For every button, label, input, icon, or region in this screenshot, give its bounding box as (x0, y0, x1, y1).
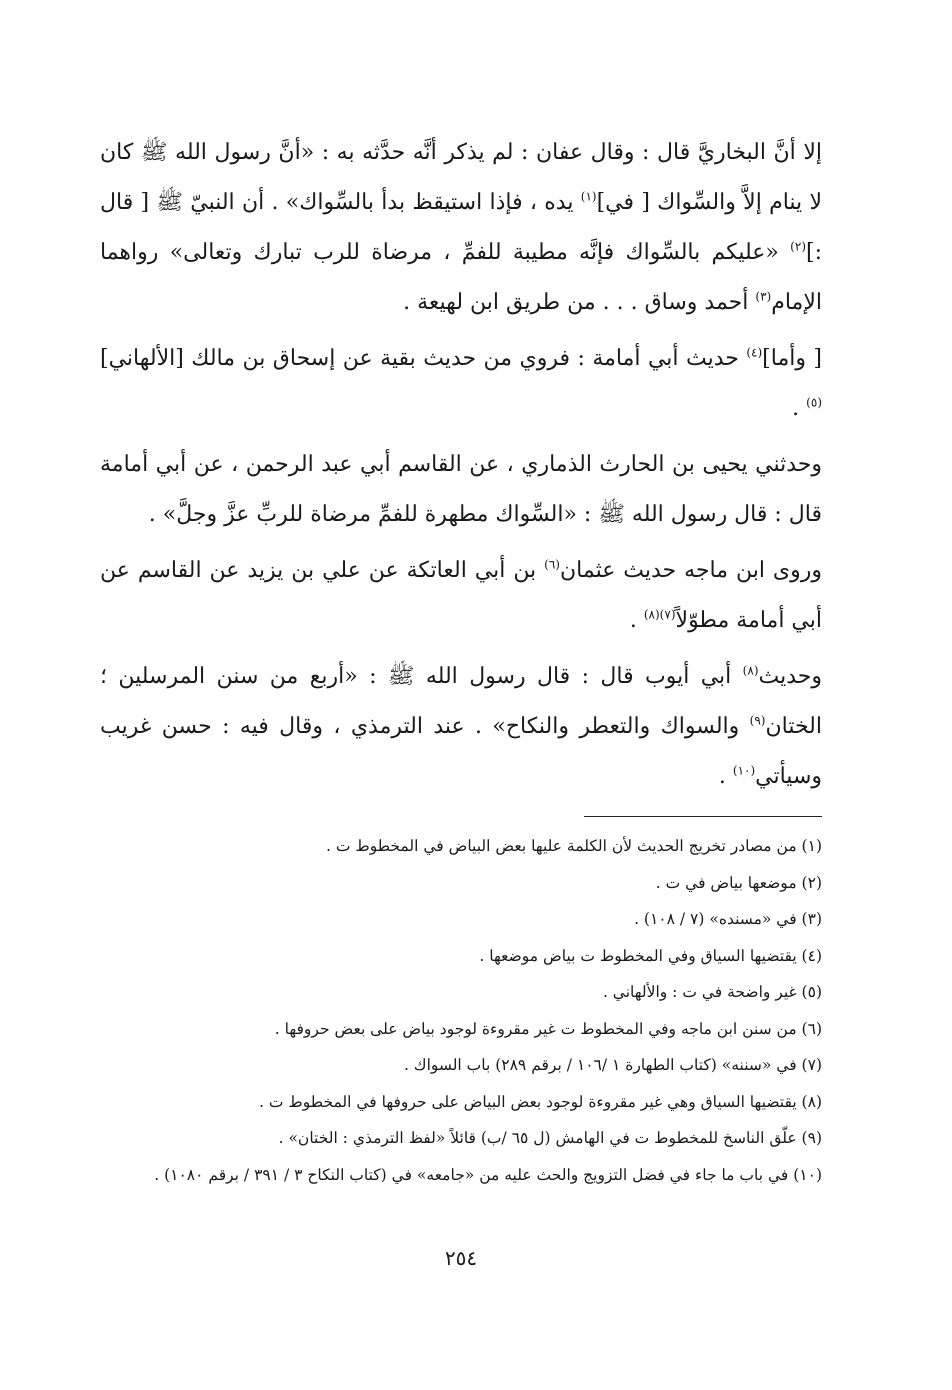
p2-b: حديث أبي أمامة : فروي من حديث بقية عن إسحاق بن مالك (191, 346, 747, 371)
paragraph-5 (100, 652, 822, 802)
footnote-7: (٧) في «سننه» (كتاب الطهارة ١ /١٠٦ / برقم ٢٨٩) باب السواك . (403, 1056, 822, 1074)
p5-d: . (718, 764, 733, 789)
footnote-ref-4[interactable]: (٤) (746, 345, 763, 360)
p2-a: [ وأما] (762, 346, 822, 371)
paragraph-2 (100, 334, 822, 434)
paragraph-4 (100, 546, 822, 646)
paragraph-1 (100, 128, 822, 328)
footnote-3: (٣) في «مسنده» (٧ / ١٠٨) . (634, 910, 822, 928)
footnote-2: (٢) موضعها بياض في ت . (655, 873, 822, 892)
p1-line-2a: كان لا ينام إلاَّ والسِّواك [ في] (100, 140, 823, 215)
footnote-5: (٥) غير واضحة في ت : والألهاني . (602, 983, 822, 1001)
p1-line-3b: «عليكم بالسِّواك فإنَّه مطيبة للفمِّ ، مرضاة للرب تبارك وتعالى» رواهما (100, 240, 791, 265)
p4-b: بن أبي العاتكة عن علي بن يزيد عن القاسم عن أبي أمامة مطوّلاً (100, 558, 822, 633)
p1-line-4a: الإمام (771, 290, 822, 315)
footnote-4: (٤) يقتضيها السياق وفي المخطوط ت بياض موضعها . (479, 946, 822, 965)
footnote-ref-8[interactable]: (٨) (742, 663, 759, 678)
p5-a: وحديث (758, 664, 822, 689)
footnote-ref-6[interactable]: (٦) (544, 557, 560, 572)
footnote-10: (١٠) في باب ما جاء في فضل التزويج والحث عليه من «جامعه» في (كتاب النكاح ٣ / ٣٩١ / برقم ١٠٨٠) . (154, 1165, 822, 1184)
footnote-ref-1[interactable]: (١) (580, 189, 597, 204)
footnote-ref-2[interactable]: (٢) (790, 239, 806, 254)
footnote-9: (٩) علّق الناسخ للمخطوط ت في الهامش (ل ٦٥ /ب) قائلاً «لفظ الترمذي : الختان» . (278, 1129, 822, 1147)
p5-c: والسواك والتعطر والنكاح» . عند الترمذي ، وقال فيه : حسن غريب وسيأتي (100, 714, 822, 789)
paragraph-3 (100, 440, 822, 540)
p4-a: وروى ابن ماجه حديث عثمان (559, 558, 823, 583)
footnote-ref-7-8[interactable]: (٧)(٨) (643, 607, 676, 622)
footnote-8: (٨) يقتضيها السياق وهي غير مقروءة لوجود بعض البياض على حروفها في المخطوط ت . (259, 1092, 822, 1111)
main-text (100, 128, 822, 802)
footnote-6: (٦) من سنن ابن ماجه وفي المخطوط ت غير مقروءة لوجود بياض على بعض حروفها . (274, 1019, 822, 1038)
p1-line-1: إلا أنَّ البخاريَّ قال : وقال عفان : لم يذكر أنَّه حدَّثه به : «أنَّ رسول الله ﷺ (140, 140, 822, 165)
footnote-ref-9[interactable]: (٩) (749, 713, 766, 728)
p2-d: . (792, 396, 807, 421)
footnote-1: (١) من مصادر تخريج الحديث لأن الكلمة عليها بعض البياض في المخطوط ت . (325, 837, 822, 855)
p4-c: . (629, 608, 644, 633)
p1-line-3a: [ قال :] (100, 190, 822, 265)
p5-b: أبي أيوب قال : قال رسول الله ﷺ : «أربع من سنن المرسلين ؛ الختان (100, 664, 822, 739)
page-number: ٢٥٤ (444, 1246, 478, 1270)
footnote-divider (584, 816, 822, 817)
footnotes (100, 828, 822, 1193)
p3-text: وحدثني يحيى بن الحارث الذماري ، عن القاسم أبي عبد الرحمن ، عن أبي أمامة قال : قال رسول الله ﷺ : «السِّواك مطهرة للفمِّ مرضاة للربِّ عزَّ وجلَّ» . (100, 452, 822, 527)
p2-c: [الألهاني] (100, 346, 184, 371)
footnote-ref-5[interactable]: (٥) (806, 395, 822, 410)
p1-line-4b: أحمد وساق . . . من طريق ابن لهيعة . (403, 290, 756, 315)
footnote-ref-10[interactable]: (١٠) (732, 763, 756, 778)
p1-line-2b: يده ، فإذا استيقظ بدأ بالسِّواك» . أن النبيّ ﷺ (156, 190, 581, 215)
footnote-ref-3[interactable]: (٣) (755, 289, 772, 304)
book-page (100, 128, 822, 1308)
